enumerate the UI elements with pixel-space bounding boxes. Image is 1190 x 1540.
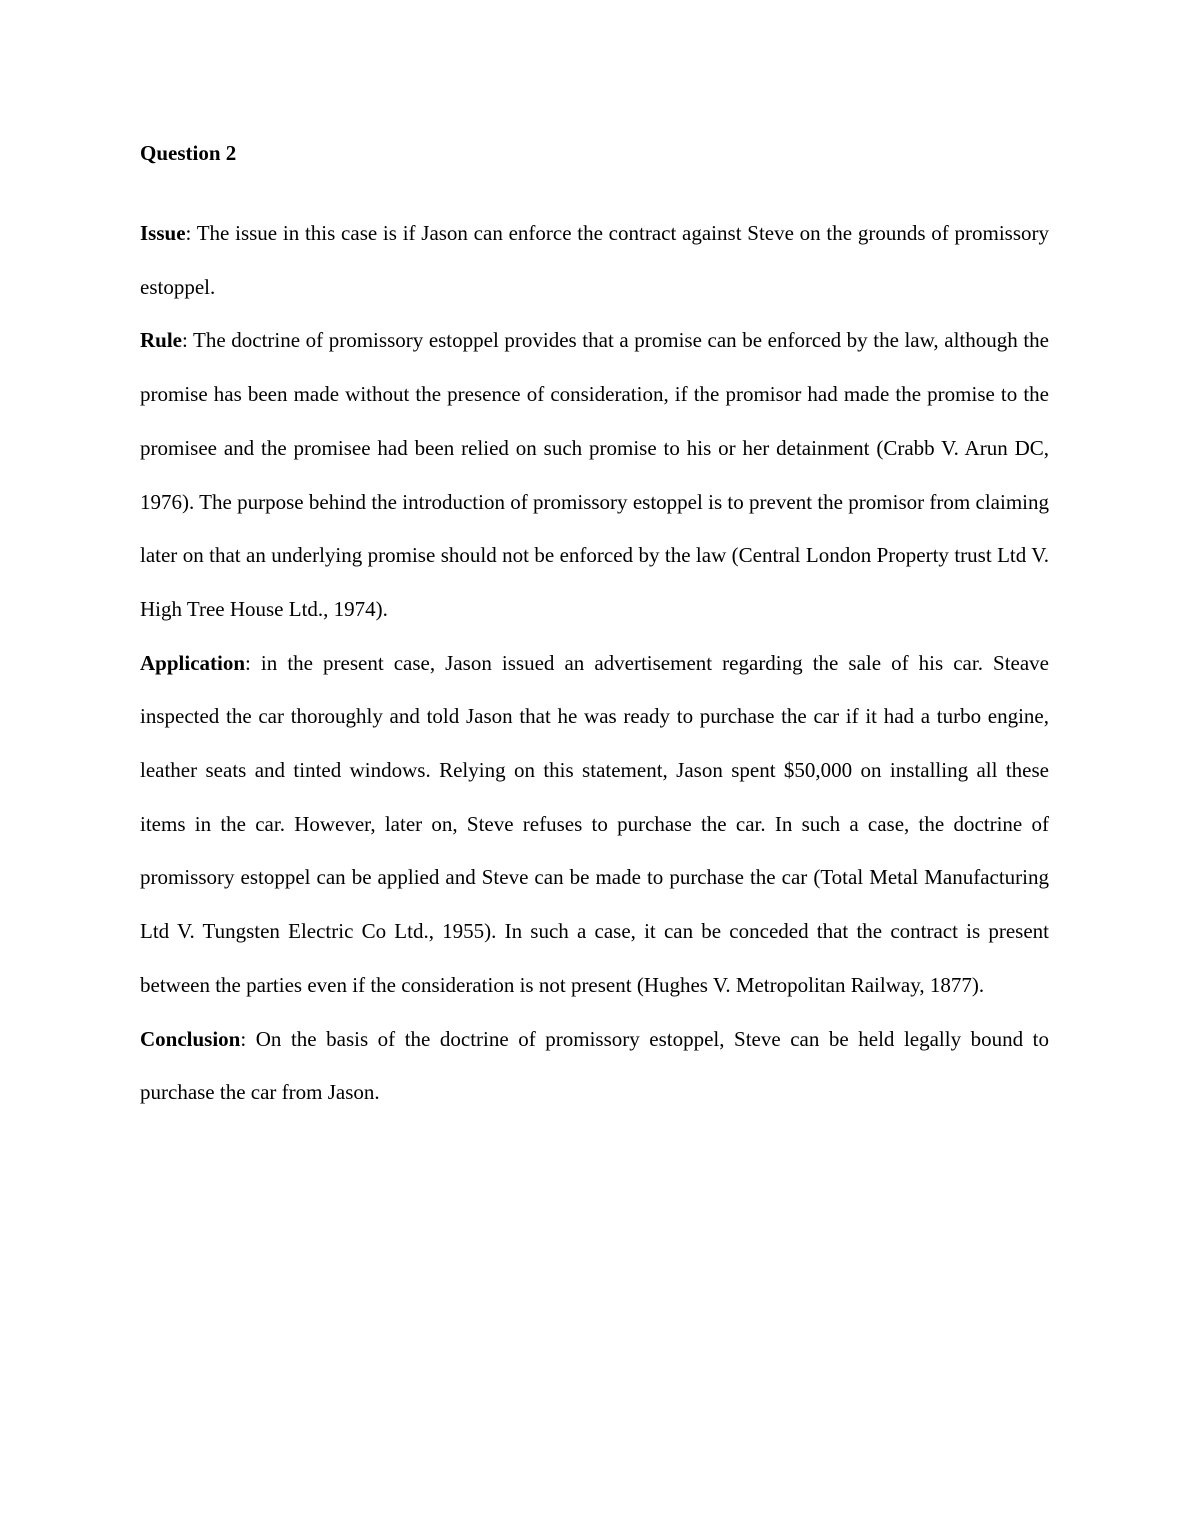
issue-label: Issue — [140, 221, 186, 245]
rule-text: : The doctrine of promissory estoppel provides that a promise can be enforced by the law, although the promise has been made without the presence of consideration, if the promisor had made the promise to the promisee and the promisee had been relied on such promise to his or her detainment (Crabb V. Arun DC, 1976). The purpose behind the introduction of promissory estoppel is to prevent the promisor from claiming later on that an underlying promise should not be enforced by the law (Central London Property trust Ltd V. High Tree House Ltd., 1974). — [140, 328, 1049, 621]
conclusion-label: Conclusion — [140, 1026, 241, 1051]
document-body — [140, 134, 1049, 1120]
conclusion-paragraph — [140, 1013, 1049, 1120]
rule-label: Rule — [140, 328, 182, 353]
application-label: Application — [140, 650, 246, 675]
issue-paragraph — [140, 207, 1049, 314]
rule-paragraph — [140, 314, 1049, 636]
conclusion-text: : On the basis of the doctrine of promissory estoppel, Steve can be held legally bound to purchase the car from Jason. — [140, 1026, 1049, 1105]
question-heading: Question 2 — [140, 141, 237, 165]
application-text: : in the present case, Jason issued an advertisement regarding the sale of his car. Steave inspected the car thoroughly and told Jason that he was ready to purchase the car if it had a turbo engine, leather seats and tinted windows. Relying on this statement, Jason spent $50,000 on installing all these items in the car. However, later on, Steve refuses to purchase the car. In such a case, the doctrine of promissory estoppel can be applied and Steve can be made to purchase the car (Total Metal Manufacturing Ltd V. Tungsten Electric Co Ltd., 1955). In such a case, it can be conceded that the contract is present between the parties even if the consideration is not present (Hughes V. Metropolitan Railway, 1877). — [140, 650, 1049, 997]
application-paragraph — [140, 637, 1049, 1013]
issue-text: : The issue in this case is if Jason can enforce the contract against Steve on the grounds of promissory estoppel. — [140, 221, 1049, 299]
